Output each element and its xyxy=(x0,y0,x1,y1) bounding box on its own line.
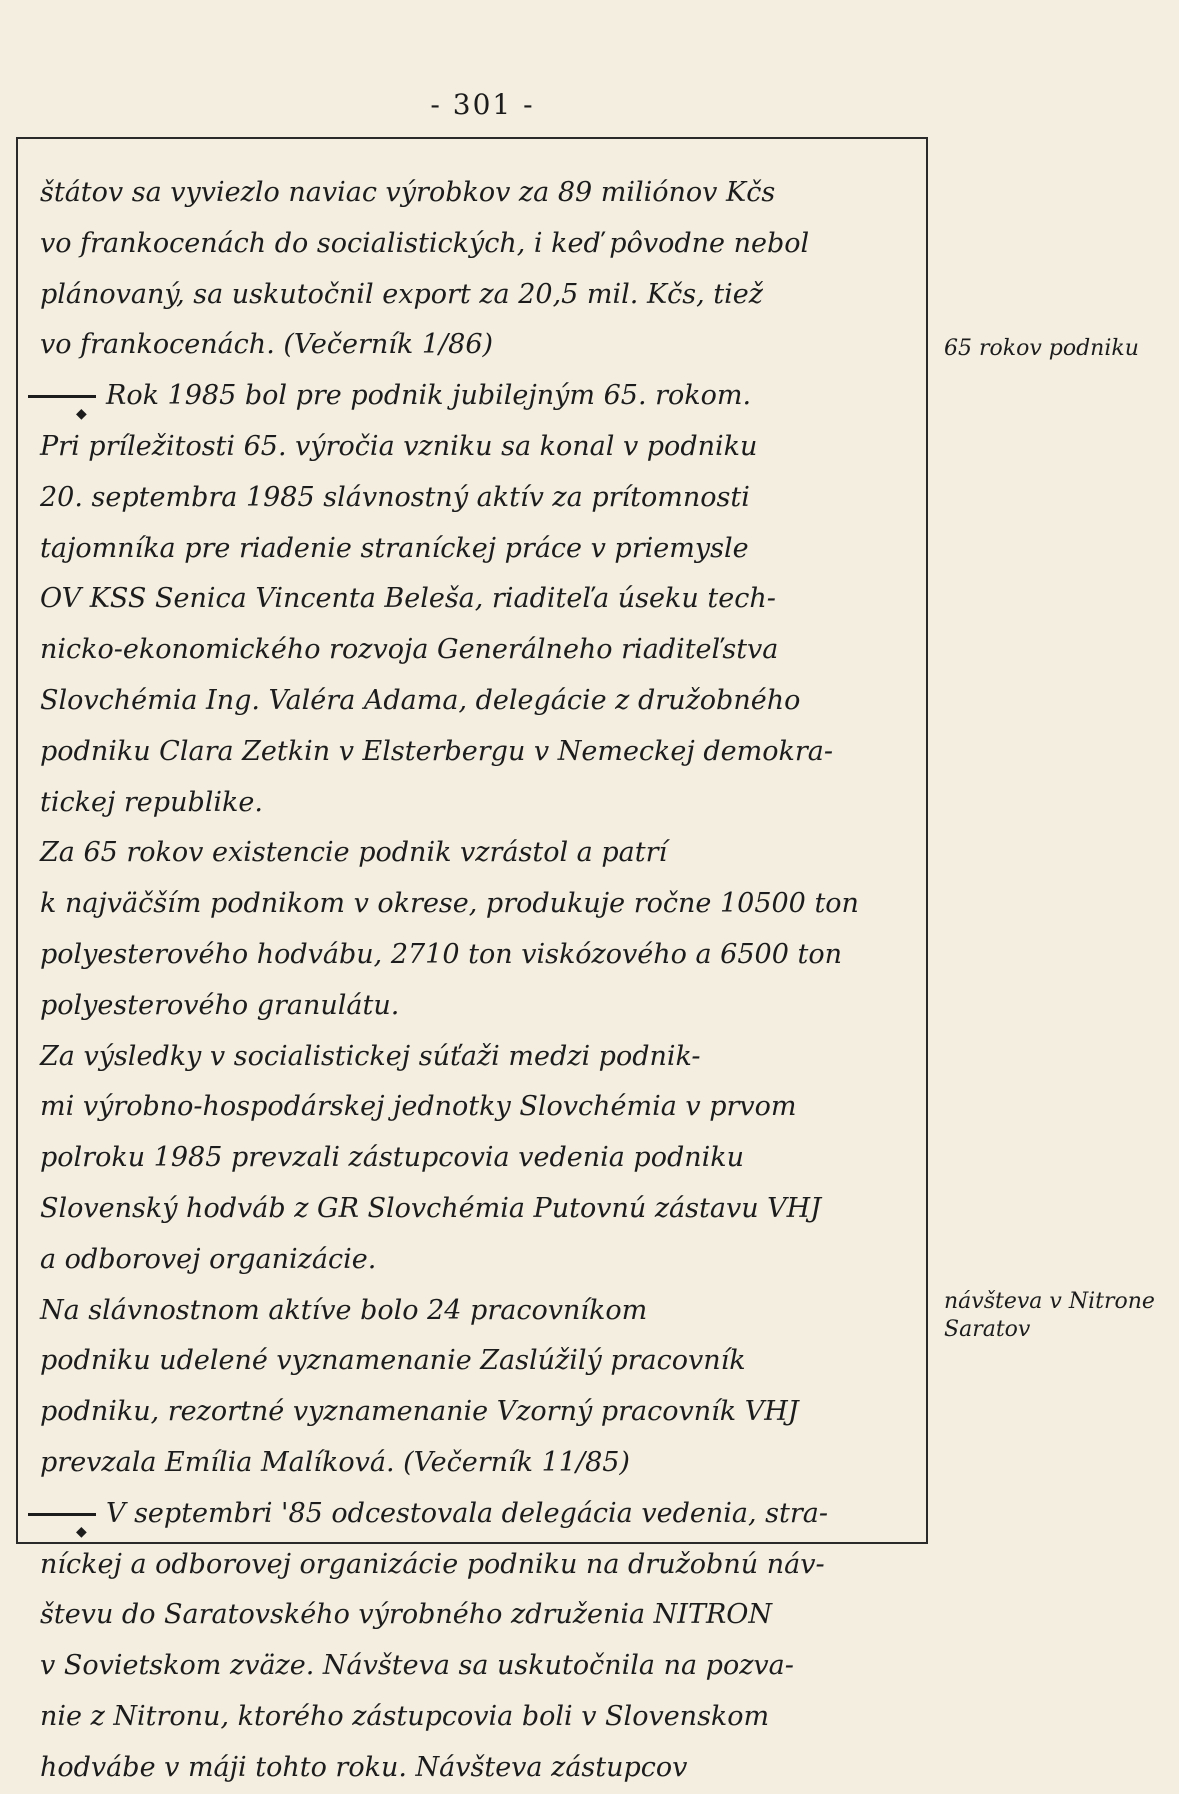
text-line: nicko-ekonomického rozvoja Generálneho riaditeľstva xyxy=(40,634,779,666)
text-line: Pri príležitosti 65. výročia vzniku sa konal v podniku xyxy=(40,430,758,462)
text-line: vo frankocenách. (Večerník 1/86) xyxy=(40,329,494,361)
bullet-marker-icon: ◆ xyxy=(76,1523,87,1540)
text-line: števu do Saratovského výrobného združenia NITRON xyxy=(40,1599,773,1631)
text-line: Slovenský hodváb z GR Slovchémia Putovnú zástavu VHJ xyxy=(40,1192,822,1224)
text-line: hodvábe v máji tohto roku. Návšteva zástupcov xyxy=(40,1751,688,1783)
bullet-marker-icon: ◆ xyxy=(76,406,87,423)
text-line: štátov sa vyviezlo naviac výrobkov za 89 miliónov Kčs xyxy=(40,177,776,208)
text-line: polyesterového hodvábu, 2710 ton viskózového a 6500 ton xyxy=(40,938,842,970)
text-line: podniku udelené vyznamenanie Zaslúžilý pracovník xyxy=(40,1345,746,1377)
text-line: tajomníka pre riadenie straníckej práce v priemysle xyxy=(40,532,749,564)
text-line: nie z Nitronu, ktorého zástupcovia boli v Slovenskom xyxy=(40,1700,770,1732)
text-line: prevzala Emília Malíková. (Večerník 11/85) xyxy=(40,1446,630,1478)
text-line: V septembri '85 odcestovala delegácia vedenia, stra- xyxy=(106,1497,828,1529)
text-line: a odborovej organizácie. xyxy=(40,1243,377,1275)
text-line: polroku 1985 prevzali zástupcovia vedenia podniku xyxy=(40,1142,745,1174)
text-line: 20. septembra 1985 slávnostný aktív za prítomnosti xyxy=(40,481,750,513)
text-line: OV KSS Senica Vincenta Beleša, riaditeľa úseku tech- xyxy=(40,583,776,615)
text-line: vo frankocenách do socialistických, i keď pôvodne nebol xyxy=(40,227,810,259)
margin-note: 65 rokov podniku xyxy=(944,336,1139,361)
text-line: Za 65 rokov existencie podnik vzrástol a patrí xyxy=(40,837,668,869)
margin-note: návšteva v Nitrone Saratov xyxy=(944,1289,1155,1342)
text-line: níckej a odborovej organizácie podniku na družobnú náv- xyxy=(40,1548,825,1580)
text-line-marked xyxy=(40,1489,940,1540)
text-line: podniku, rezortné vyznamenanie Vzorný pracovník VHJ xyxy=(40,1396,799,1428)
handwritten-text-body xyxy=(40,168,940,1794)
text-line: Rok 1985 bol pre podnik jubilejným 65. rokom. xyxy=(106,380,752,412)
text-line: Za výsledky v socialistickej súťaži medzi podnik- xyxy=(40,1040,701,1072)
text-line-marked xyxy=(40,371,940,422)
text-line: tickej republike. xyxy=(40,786,263,818)
page-number: - 301 - xyxy=(430,88,535,121)
text-line: plánovaný, sa uskutočnil export za 20,5 mil. Kčs, tiež xyxy=(40,278,763,310)
text-line: Slovchémia Ing. Valéra Adama, delegácie z družobného xyxy=(40,684,801,716)
text-line: k najväčším podnikom v okrese, produkuje ročne 10500 ton xyxy=(40,888,859,920)
text-line: v Sovietskom zväze. Návšteva sa uskutočnila na pozva- xyxy=(40,1650,794,1682)
text-line: polyesterového granulátu. xyxy=(40,989,400,1021)
text-line: Na slávnostnom aktíve bolo 24 pracovníkom xyxy=(40,1294,648,1326)
text-line: mi výrobno-hospodárskej jednotky Slovchémia v prvom xyxy=(40,1091,797,1123)
text-line: podniku Clara Zetkin v Elsterbergu v Nemeckej demokra- xyxy=(40,735,833,767)
